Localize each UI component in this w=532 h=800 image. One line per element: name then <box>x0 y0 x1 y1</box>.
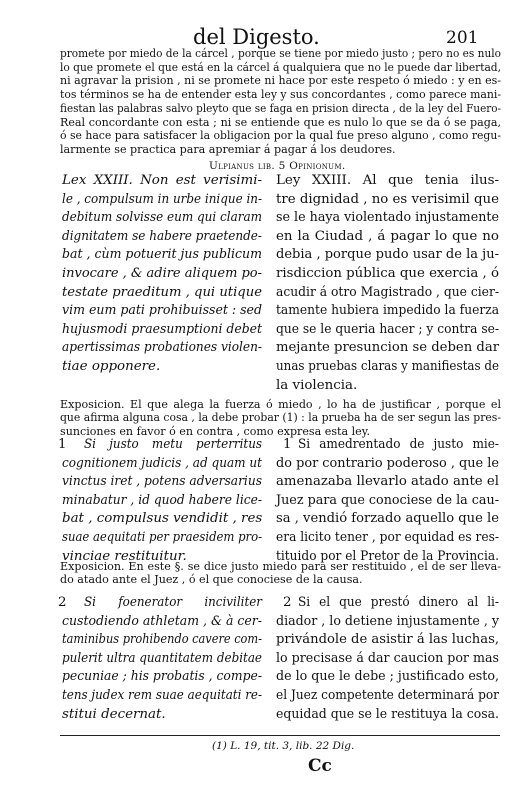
text-line: tiae opponere. <box>62 359 161 374</box>
text-line: equidad que se le restituya la cosa. <box>276 706 499 722</box>
text-line: Si el que prestó dinero al li- <box>298 595 499 610</box>
text-line: se le haya violentado injustamente <box>276 210 499 226</box>
text-line: sa , vendió forzado aquello que le <box>276 511 499 527</box>
text-line: tituido por el Pretor de la Provincia. <box>276 548 499 564</box>
text-line: larmente se practica para apremiar á pagar á los deudores. <box>60 142 396 156</box>
text-line: debia , porque pudo usar de la ju- <box>276 247 499 263</box>
text-line: tre dignidad , no es verisimil que <box>276 191 499 207</box>
footnote-rule <box>60 735 500 736</box>
text-line: el Juez competente determinará por <box>276 688 499 703</box>
text-line: risdiccion pública que exercia , ó <box>276 266 499 281</box>
text-line: unas pruebas claras y manifiestas de <box>276 359 499 374</box>
text-line: que afirma alguna cosa , la debe probar (1) : la prueba ha de ser segun las pres- <box>60 411 501 425</box>
text-line: era licito tener , por equidad es res- <box>276 530 499 545</box>
text-line: debitum solvisse eum qui claram <box>62 210 262 226</box>
text-line: en la Ciudad , á pagar lo que no <box>276 228 499 244</box>
text-line: fiestan las palabras salvo pleyto que se faga en prision directa , de la ley del Fuero- <box>60 101 501 115</box>
text-line: cognitionem judicis , ad quam ut <box>62 455 262 471</box>
text-line: tos términos se ha de entender esta ley y sus concordantes , como parece mani- <box>60 88 501 102</box>
text-line: lo precisase á dar caucion por mas <box>276 650 499 666</box>
text-line: Exposicion. En este §. se dice justo miedo para ser restituido , el de ser lleva- <box>60 560 501 573</box>
text-line: tens judex rem suae aequitati re- <box>62 688 262 703</box>
text-line: Juez para que conociese de la cau- <box>276 492 499 508</box>
text-line: invocare , & adire aliquem po- <box>62 266 262 281</box>
text-line: le , compulsum in urbe inique in- <box>62 191 262 207</box>
text-line: tamente hubiera impedido la fuerza <box>276 303 499 319</box>
text-line: hujusmodi praesumptioni debet <box>62 321 262 337</box>
text-line: stitui decernat. <box>62 706 166 722</box>
text-line: que se le queria hacer ; y contra se- <box>276 321 499 337</box>
text-line: testate praeditum , qui utique <box>62 284 262 300</box>
text-line: bat , compulsus vendidit , res <box>62 511 263 527</box>
text-line: promete por miedo de la cárcel , porque se tiene por miedo justo ; pero no es nulo <box>60 47 501 60</box>
text-line: suae aequitati per praesidem pro- <box>62 530 262 545</box>
text-line: diador , lo detiene injustamente , y <box>276 613 499 629</box>
source-reference: Ulpianus lib. 5 Opinionum. <box>209 160 346 172</box>
text-line: bat , cùm potuerit jus publicum <box>62 247 262 263</box>
text-line: acudir á otro Magistrado , que cier- <box>276 284 499 300</box>
para-1-spanish-number: 1 <box>283 437 292 452</box>
text-line: ó se hace para satisfacer la obligacion por la qual fue preso alguno , como regu- <box>60 129 501 143</box>
text-line: apertissimas probationes violen- <box>62 340 262 356</box>
para-1-latin-number: 1 <box>58 437 67 452</box>
text-line: amenazaba llevarlo atado ante el <box>276 474 499 490</box>
text-line: dignitatem se habere praetende- <box>62 228 262 244</box>
text-line: taminibus prohibendo cavere com- <box>62 632 262 648</box>
text-line: do por contrario poderoso , que le <box>276 455 499 471</box>
para-2-spanish-number: 2 <box>283 595 292 610</box>
text-line: de lo que le debe ; justificado esto, <box>276 669 499 685</box>
para-2-latin-number: 2 <box>58 595 67 610</box>
text-line: minabatur , id quod habere lice- <box>62 492 262 508</box>
text-line: vinctus iret , potens adversarius <box>62 474 262 490</box>
text-line: sunciones en favor ó en contra , como expresa esta ley. <box>60 424 371 438</box>
page-number: 201 <box>446 28 479 48</box>
text-line: Exposicion. El que alega la fuerza ó miedo , lo ha de justificar , porque el <box>60 398 501 411</box>
text-line: ni agravar la prision , ni se promete ni hace por este respeto ó miedo : y en es- <box>60 74 501 88</box>
text-line: lo que promete el que está en la cárcel á qualquiera que no le puede dar libertad, <box>60 60 501 74</box>
text-line: pulerit ultra quantitatem debitae <box>62 650 262 666</box>
signature-mark: Cc <box>308 756 332 776</box>
text-line: la violencia. <box>276 377 358 393</box>
text-line: privándole de asistir á las luchas, <box>276 632 499 648</box>
text-line: do atado ante el Juez , ó el que conociese de la causa. <box>60 573 363 587</box>
text-line: Si justo metu perterritus <box>84 437 262 452</box>
text-line: Real concordante con esta ; ni se entiende que es nulo lo que se da ó se paga, <box>60 115 501 129</box>
footnote: (1) L. 19, tit. 3, lib. 22 Dig. <box>212 740 355 752</box>
text-line: custodiendo athletam , & à cer- <box>62 613 262 629</box>
text-line: Lex XXIII. Non est verisimi- <box>62 173 262 188</box>
text-line: Si foenerator inciviliter <box>84 595 262 610</box>
text-line: mejante presuncion se deben dar <box>276 340 499 356</box>
running-title: del Digesto. <box>193 25 320 49</box>
text-line: Ley XXIII. Al que tenia ilus- <box>276 173 499 188</box>
text-line: Si amedrentado de justo mie- <box>298 437 499 452</box>
text-line: vinciae restituitur. <box>62 548 187 564</box>
text-line: vim eum pati prohibuisset : sed <box>62 303 262 319</box>
text-line: pecuniae ; his probatis , compe- <box>62 669 262 685</box>
